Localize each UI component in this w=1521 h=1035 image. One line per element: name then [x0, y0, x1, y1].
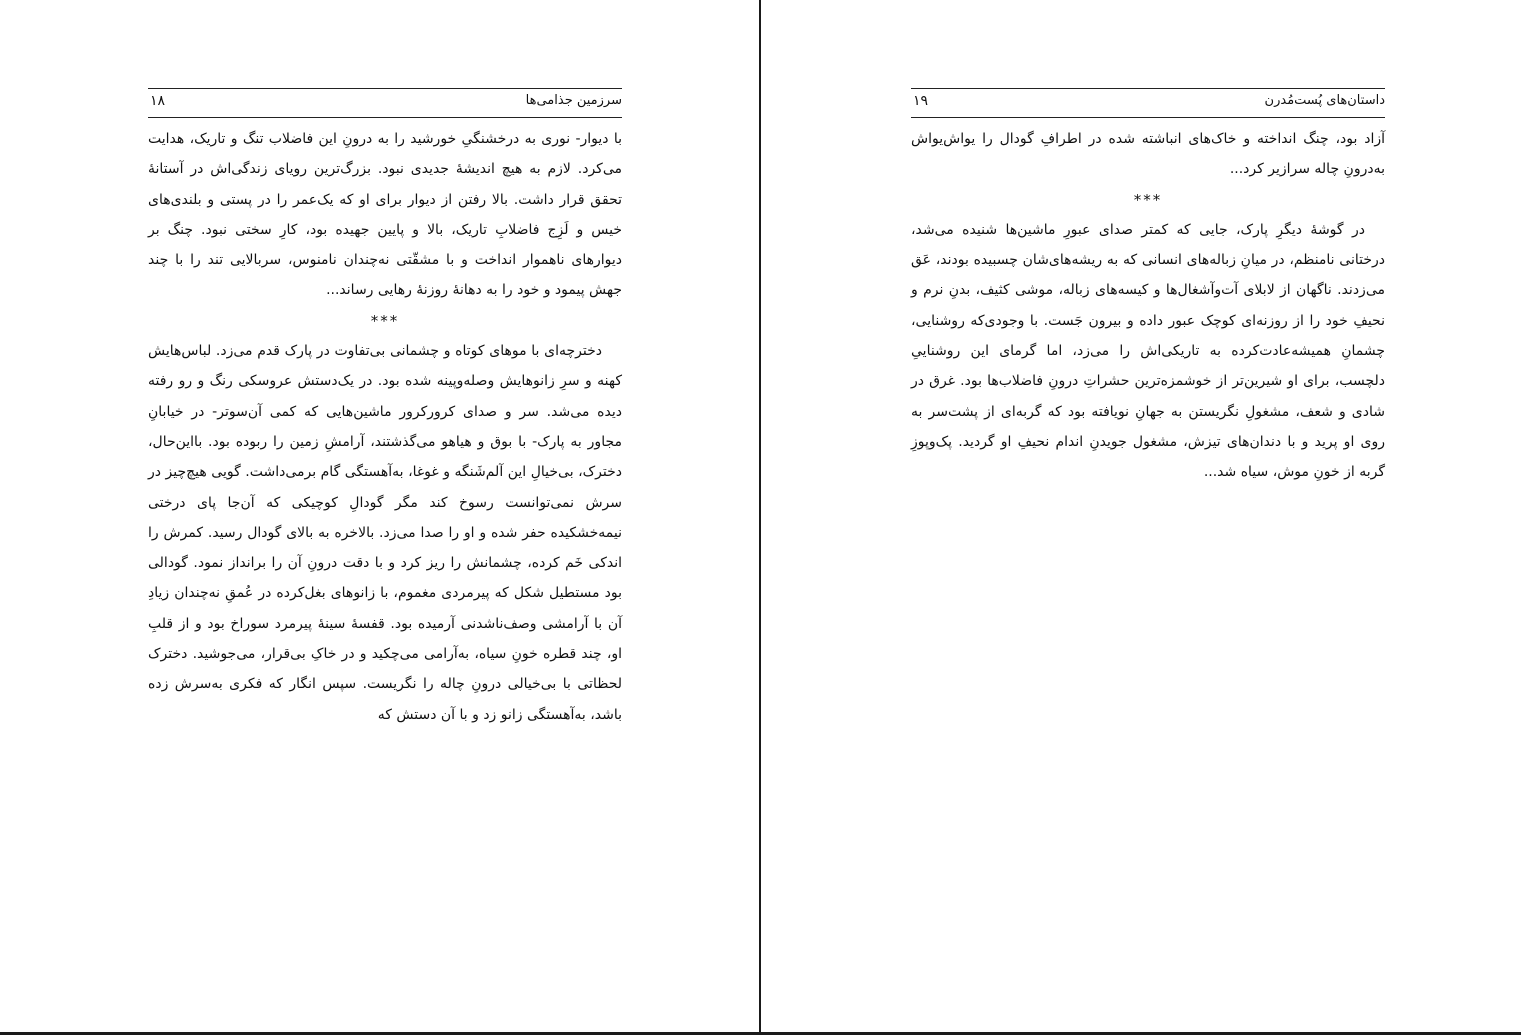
left-section-separator: ***: [370, 311, 400, 330]
left-page: [0, 0, 760, 1035]
right-page-body: [911, 124, 1385, 488]
left-paragraph-1: با دیوار- نوری به درخشنگیِ خورشید را به درونِ این فاضلاب تنگ و تاریک، هدایت می‌کرد. لازم به هیچ اندیشهٔ جدیدی نبود. بزرگ‌ترین رویای زندگی‌اش در آستانهٔ تحقق قرار داشت. بالا رفتن از دیوار برای او که یک‌عمر را در پستی و بلندی‌های خیس و لَزِج فاضلابِ تاریک، بالا و پایین جهیده بود، کارِ سختی نبود. چنگ بر دیوارهای ناهموار انداخت و با مشقّتی نه‌چندان نامنوس، سربالایی تند را با چند جهش پیمود و خود را به دهانهٔ روزنهٔ رهایی رساند...: [148, 131, 622, 299]
left-page-body: [148, 124, 622, 730]
right-paragraph-1: آزاد بود، چنگ انداخته و خاک‌های انباشته شده در اطرافِ گودال را یواش‌یواش به‌درونِ چاله سرازیر کرد...: [911, 131, 1385, 178]
right-page-header: [911, 88, 1385, 118]
left-page-header: [148, 88, 622, 118]
right-page-number: ۱۹: [913, 93, 929, 109]
right-page: [761, 0, 1521, 1035]
right-section-separator: ***: [1133, 190, 1163, 209]
left-running-title: سرزمین جذامی‌ها: [525, 93, 622, 108]
right-running-title: داستان‌های پُست‌مُدرن: [1264, 93, 1385, 108]
left-page-number: ۱۸: [150, 93, 166, 109]
left-paragraph-2: دخترچه‌ای با موهای کوتاه و چشمانی بی‌تفاوت در پارک قدم می‌زد. لباس‌هایش کهنه و سرِ زانوهایش وصله‌وپینه شده بود. در یک‌دستش عروسکی رنگ و رو رفته دیده می‌شد. سر و صدای کرورکرور ماشین‌هایی که کمی آن‌سوتر- در خیابانِ مجاور به پارک- با بوق و هیاهو می‌گذشتند، آرامشِ زمین را ربوده بود. بااین‌حال، دخترک، بی‌خیالِ این آلم‌شَنگه و غوغا، به‌آهستگی گام برمی‌داشت. گویی هیچ‌چیز در سرش نمی‌توانست رسوخ کند مگر گودالِ کوچیکی که آن‌جا پای درختی نیمه‌خشکیده حفر شده و او را صدا می‌زد. بالاخره به بالای گودال رسید. کمرش را اندکی خَم کرده، چشمانش را ریز کرد و با دقت درونِ آن را برانداز نمود. گودالی بود مستطیل شکل که پیرمردی مغموم، با زانوهای بغل‌کرده در عُمقِ نه‌چندان زیادِ آن با آرامشی وصف‌ناشدنی آرمیده بود. قفسهٔ سینهٔ پیرمرد سوراخ بود و از قلبِ او، چند قطره خونِ سیاه، به‌آرامی می‌چکید و در خاکِ بی‌قرار، می‌جوشید. دخترک لحظاتی با بی‌خیالی درونِ چاله را نگریست. سپس انگار که فکری به‌سرش زده باشد، به‌آهستگی زانو زد و با آن دستش که: [148, 343, 622, 723]
right-paragraph-2: در گوشهٔ دیگرِ پارک، جایی که کمتر صدای عبورِ ماشین‌ها شنیده می‌شد، درختانی نامنظم، در میانِ زباله‌های انسانی که به ریشه‌های‌شان چسبیده بودند، عَق می‌زدند. ناگهان از لابلای آت‌وآشغال‌ها و کیسه‌های زباله، موشی کثیف، بدنِ نرم و نحیفِ خود را از روزنه‌ای کوچک عبور داده و بیرون جَست. با وجودی‌که روشنایی، چشمانِ همیشه‌عادت‌کرده به تاریکی‌اش را می‌زد، اما گرمای این روشناییِ دلچسب، برای او شیرین‌تر از خوشمزه‌ترین حشراتِ درونِ فاضلاب‌ها بود. غرق در شادی و شعف، مشغولِ نگریستن به جهانِ نویافته بود که گربه‌ای از پشت‌سر به روی او پرید و با دندان‌های تیزش، مشغول جویدنِ اندام نحیفِ او گردید. پک‌وپوزِ گربه از خونِ موش، سیاه شد...: [911, 221, 1385, 481]
